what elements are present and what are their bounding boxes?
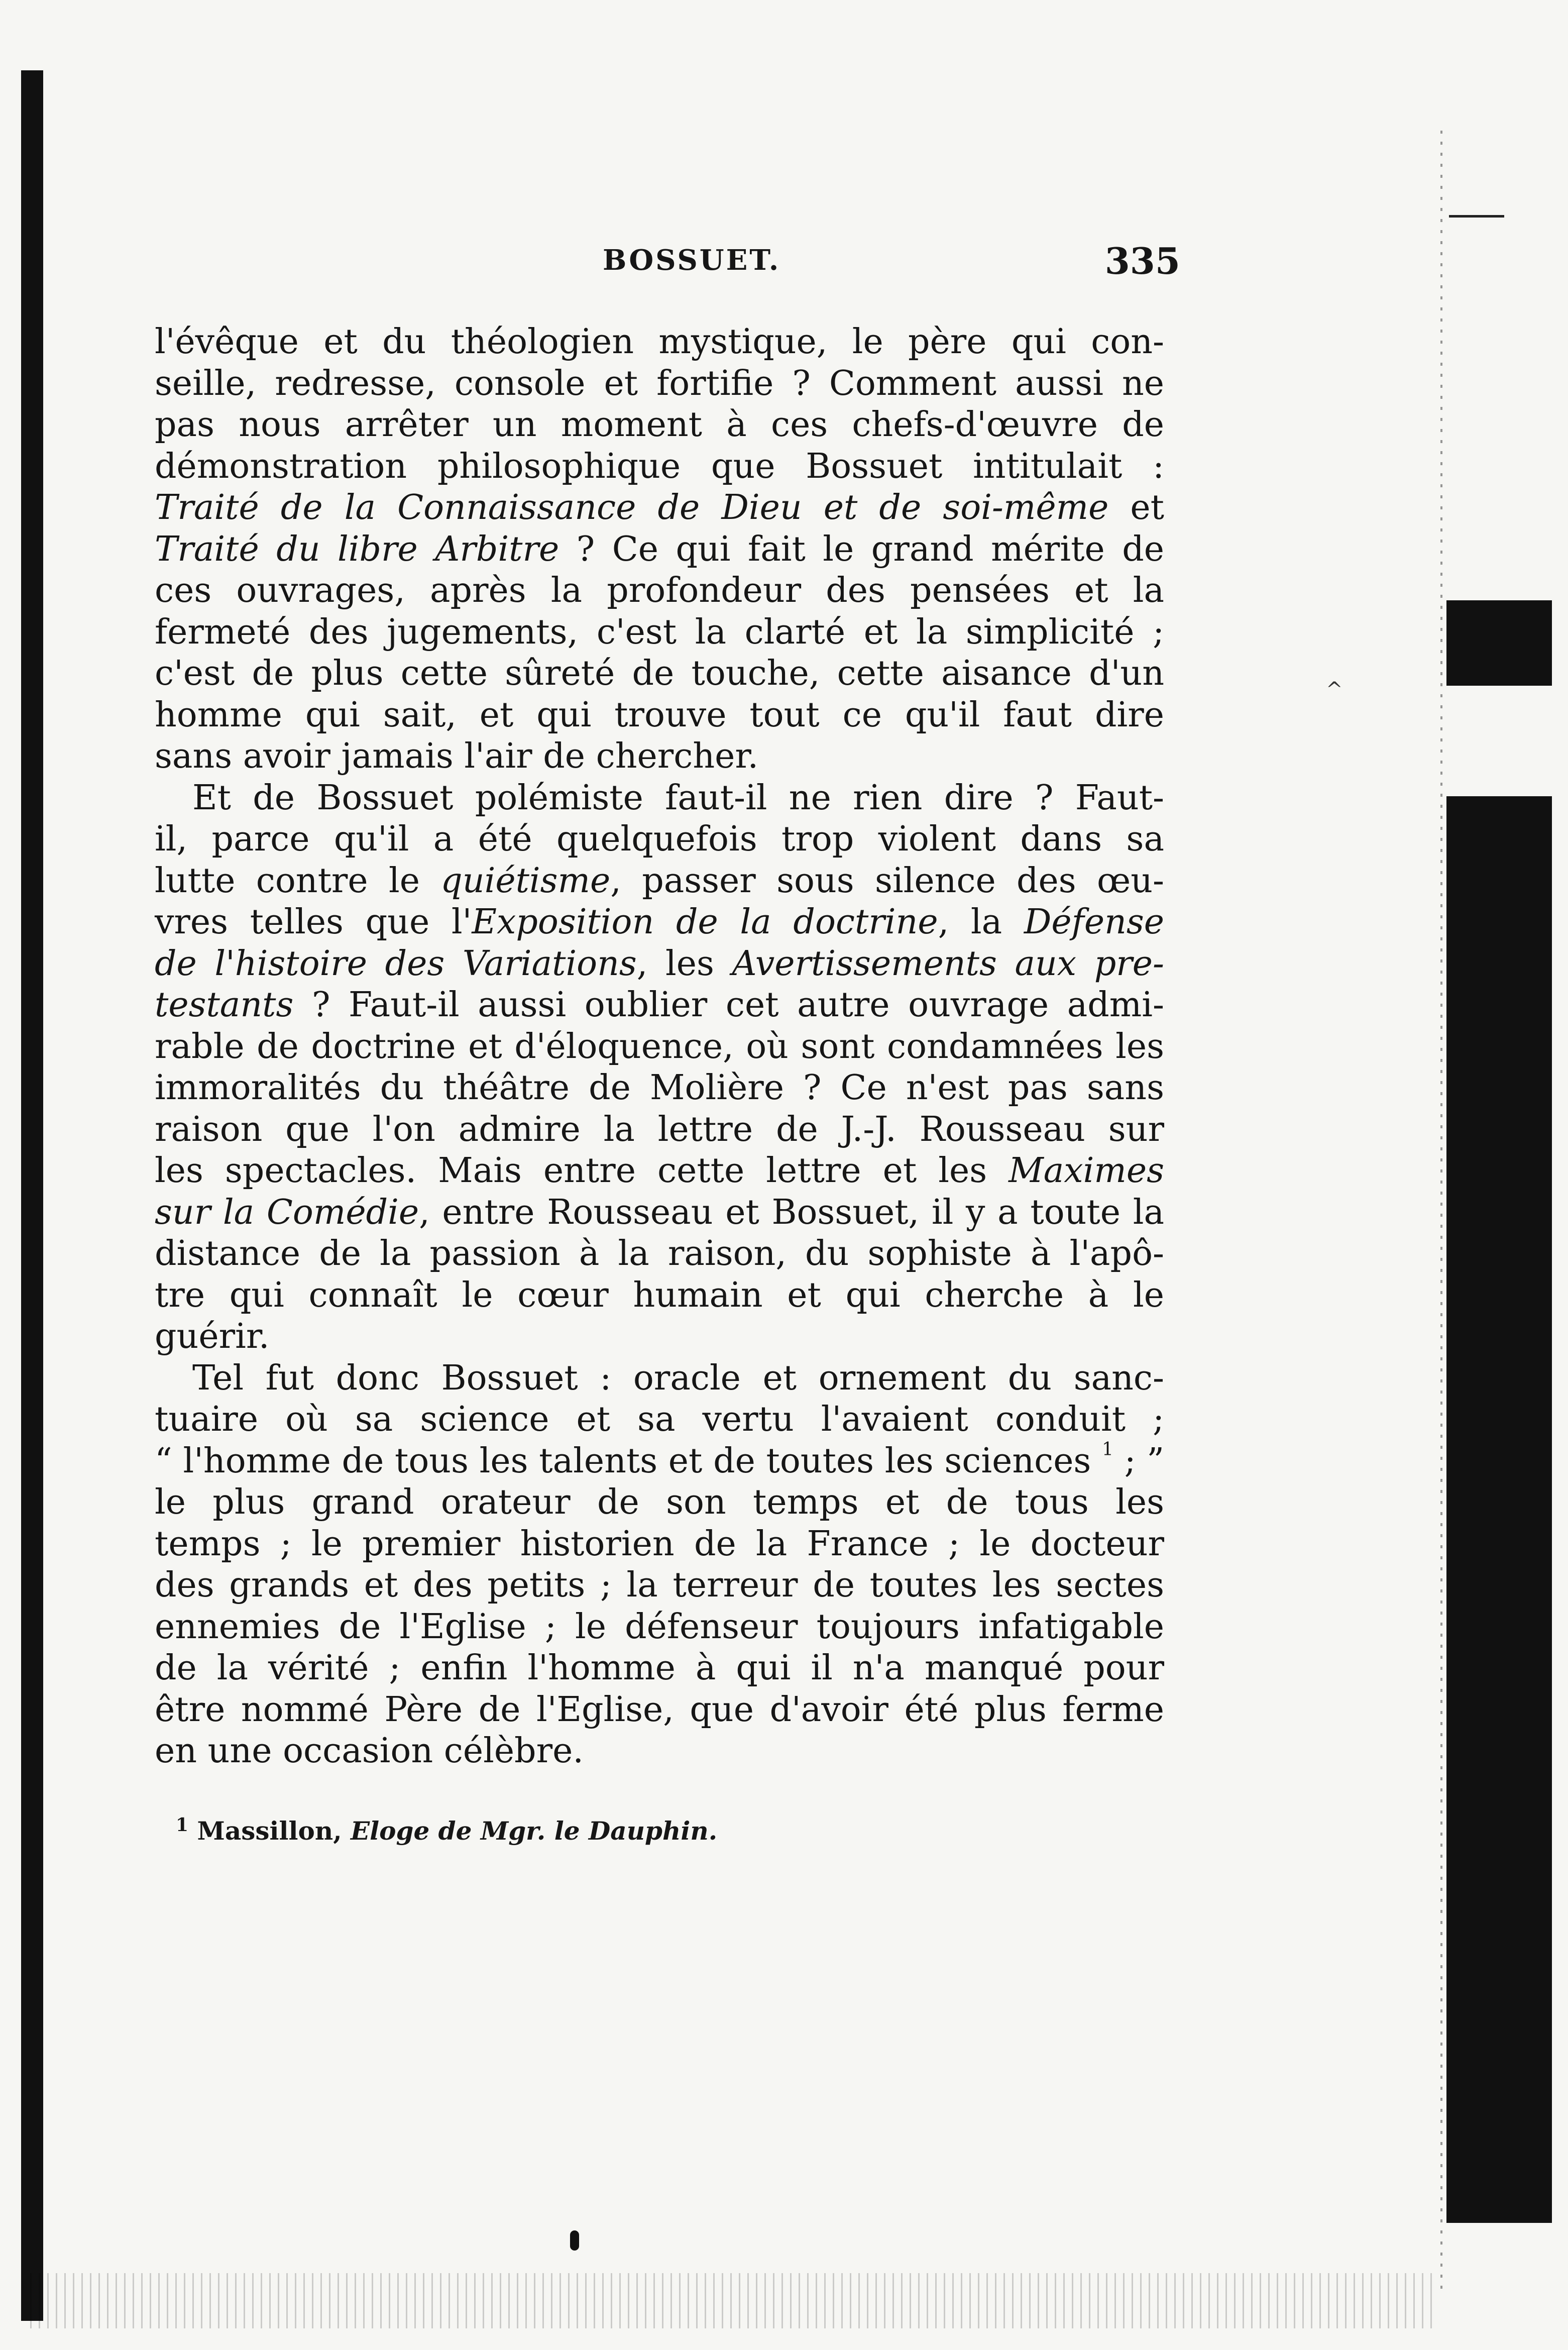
- text-run: , entre Rousseau et Bossuet, il y a toute la: [419, 1192, 1164, 1232]
- text-run: sans avoir jamais l'air de chercher.: [155, 736, 759, 776]
- text-line: [155, 778, 1164, 819]
- text-line: [155, 1150, 1164, 1192]
- text-run: Tel fut donc Bossuet : oracle et ornement du sanc-: [192, 1358, 1164, 1398]
- text-run: Traité de la Connaissance de Dieu et de soi-même: [155, 488, 1109, 527]
- text-run: ? Faut-il aussi oublier cet autre ouvrage admi-: [293, 985, 1164, 1025]
- text-run: Exposition de la doctrine: [472, 902, 938, 942]
- text-run: c'est de plus cette sûreté de touche, cette aisance d'un: [155, 654, 1164, 693]
- footnote-ref: 1: [1102, 1439, 1113, 1460]
- text-line: [155, 736, 1164, 778]
- text-line: [155, 1648, 1164, 1689]
- scan-edge-block: [1446, 600, 1552, 686]
- binding-edge: [21, 70, 43, 2321]
- text-line: [155, 446, 1164, 488]
- running-head: [151, 240, 1180, 284]
- text-line: [155, 487, 1164, 529]
- text-line: [155, 363, 1164, 405]
- footnote: [176, 1816, 717, 1846]
- paragraph: [155, 778, 1164, 1358]
- text-line: [155, 1233, 1164, 1275]
- text-line: [155, 1731, 1164, 1772]
- text-line: [155, 1026, 1164, 1068]
- text-run: l'évêque et du théologien mystique, le père qui con-: [155, 322, 1164, 362]
- text-run: tuaire où sa science et sa vertu l'avaient conduit ;: [155, 1400, 1164, 1439]
- text-run: seille, redresse, console et fortifie ? Comment aussi ne: [155, 363, 1164, 403]
- scan-bottom-noise: [30, 2273, 1436, 2328]
- text-line: [155, 1316, 1164, 1358]
- text-line: [155, 653, 1164, 695]
- text-run: , les: [636, 943, 732, 984]
- text-line: [155, 322, 1164, 363]
- text-run: ? Ce qui fait le grand mérite de: [559, 529, 1164, 569]
- text-run: sur la Comédie: [155, 1192, 419, 1232]
- text-run: ces ouvrages, après la profondeur des pensées et la: [155, 571, 1164, 610]
- text-run: les spectacles. Mais entre cette lettre et les: [155, 1151, 1009, 1191]
- text-run: immoralités du théâtre de Molière ? Ce n'est pas sans: [155, 1068, 1164, 1108]
- footnote-author: Massillon,: [197, 1816, 351, 1846]
- running-head-title: BOSSUET.: [603, 244, 781, 277]
- text-line: [155, 1441, 1164, 1482]
- text-run: “ l'homme de tous les talents et de toutes les sciences: [155, 1441, 1102, 1481]
- text-run: temps ; le premier historien de la France ; le docteur: [155, 1524, 1164, 1564]
- text-line: [155, 1607, 1164, 1648]
- text-run: ennemies de l'Eglise ; le défenseur toujours infatigable: [155, 1607, 1164, 1647]
- text-line: [155, 902, 1164, 943]
- scan-edge-speckle: [1440, 131, 1442, 2291]
- scan-edge-block: [1446, 796, 1552, 2223]
- text-line: [155, 1275, 1164, 1317]
- text-line: [155, 529, 1164, 571]
- text-run: Défense: [1024, 902, 1164, 942]
- text-run: pas nous arrêter un moment à ces chefs-d'œuvre de: [155, 405, 1164, 445]
- text-line: [155, 943, 1164, 985]
- text-line: [155, 861, 1164, 902]
- page-number: 335: [1104, 240, 1180, 282]
- scan-edge-rule: [1449, 215, 1504, 218]
- paragraph: [155, 1358, 1164, 1772]
- text-line: [155, 985, 1164, 1026]
- text-run: testants: [155, 985, 294, 1025]
- text-line: [155, 1399, 1164, 1441]
- text-run: fermeté des jugements, c'est la clarté et la simplicité ;: [155, 612, 1164, 652]
- text-run: vres telles que l': [155, 902, 472, 942]
- text-run: tre qui connaît le cœur humain et qui cherche à le: [155, 1275, 1164, 1315]
- text-run: rable de doctrine et d'éloquence, où sont condamnées les: [155, 1026, 1164, 1066]
- text-run: distance de la passion à la raison, du sophiste à l'apô-: [155, 1234, 1164, 1273]
- text-run: des grands et des petits ; la terreur de toutes les sectes: [155, 1565, 1164, 1605]
- text-line: [155, 1482, 1164, 1524]
- text-line: [155, 1109, 1164, 1151]
- text-line: [155, 1689, 1164, 1731]
- text-run: ; ”: [1113, 1441, 1165, 1481]
- text-line: [155, 570, 1164, 612]
- scan-mark: ^: [1326, 678, 1343, 701]
- text-run: de l'histoire des Variations: [155, 943, 637, 984]
- text-line: [155, 1565, 1164, 1607]
- text-run: le plus grand orateur de son temps et de tous les: [155, 1482, 1164, 1522]
- text-run: Maximes: [1009, 1151, 1164, 1191]
- text-run: démonstration philosophique que Bossuet intitulait :: [155, 446, 1164, 486]
- text-run: Avertissements aux pre-: [732, 943, 1164, 984]
- text-line: [155, 695, 1164, 736]
- text-line: [155, 1524, 1164, 1565]
- text-run: quiétisme: [440, 861, 611, 901]
- text-run: il, parce qu'il a été quelquefois trop violent dans sa: [155, 819, 1164, 859]
- text-line: [155, 1067, 1164, 1109]
- footnote-marker: 1: [176, 1814, 189, 1836]
- text-line: [155, 404, 1164, 446]
- text-line: [155, 1192, 1164, 1234]
- text-line: [155, 819, 1164, 861]
- text-line: [155, 1358, 1164, 1400]
- footnote-work: Eloge de Mgr. le Dauphin.: [351, 1816, 718, 1846]
- paragraph: [155, 322, 1164, 778]
- text-run: , passer sous silence des œu-: [610, 861, 1164, 901]
- text-run: en une occasion célèbre.: [155, 1731, 584, 1771]
- text-run: et: [1108, 488, 1164, 527]
- text-run: Traité du libre Arbitre: [155, 529, 559, 569]
- text-run: Et de Bossuet polémiste faut-il ne rien dire ? Faut-: [192, 778, 1164, 818]
- text-line: [155, 612, 1164, 654]
- text-run: guérir.: [155, 1317, 270, 1356]
- text-run: lutte contre le: [155, 861, 441, 901]
- text-run: de la vérité ; enfin l'homme à qui il n'a manqué pour: [155, 1648, 1164, 1688]
- text-run: raison que l'on admire la lettre de J.-J. Rousseau sur: [155, 1109, 1164, 1149]
- text-run: être nommé Père de l'Eglise, que d'avoir été plus ferme: [155, 1689, 1164, 1730]
- text-run: , la: [938, 902, 1024, 942]
- body-text: [155, 322, 1164, 1772]
- scan-dot: [570, 2230, 579, 2251]
- text-run: homme qui sait, et qui trouve tout ce qu'il faut dire: [155, 695, 1164, 735]
